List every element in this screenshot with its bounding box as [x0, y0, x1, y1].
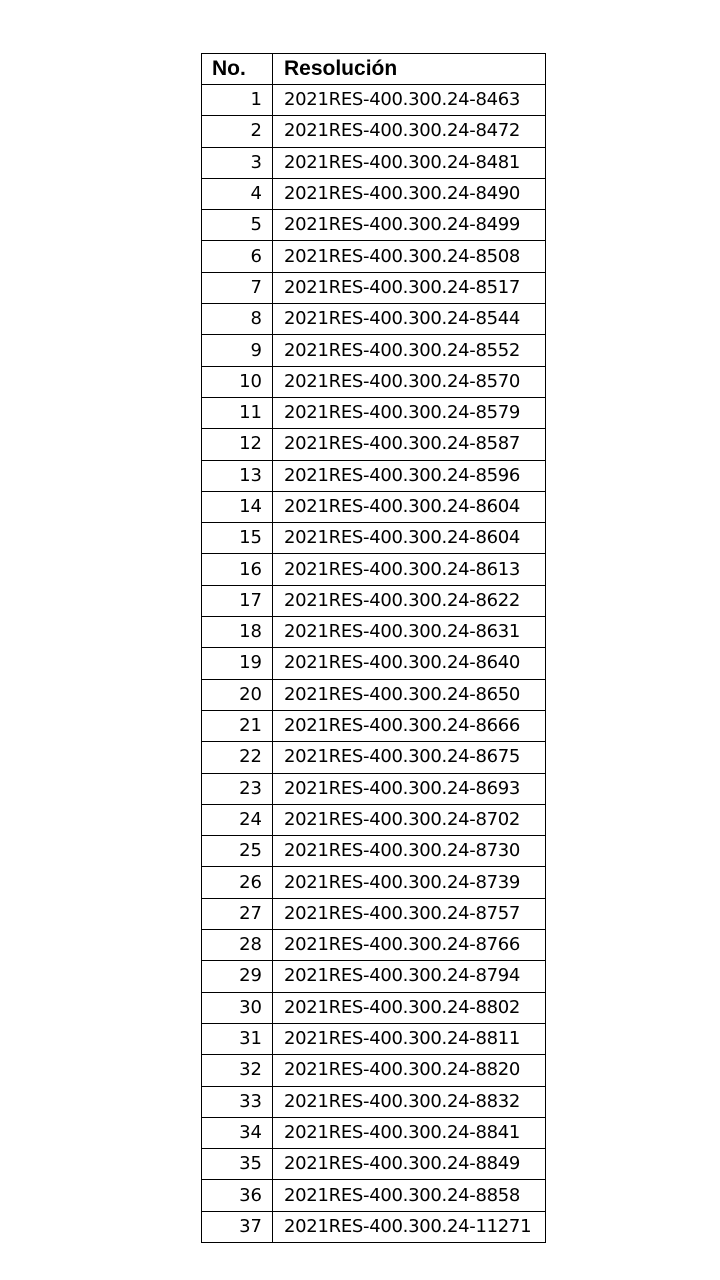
- row-resolution: 2021RES-400.300.24-8604: [273, 523, 546, 554]
- table-row: [202, 429, 546, 460]
- row-resolution: 2021RES-400.300.24-8472: [273, 116, 546, 147]
- table-row: [202, 523, 546, 554]
- row-resolution: 2021RES-400.300.24-8811: [273, 1023, 546, 1054]
- row-resolution: 2021RES-400.300.24-8820: [273, 1055, 546, 1086]
- row-number: 12: [202, 429, 273, 460]
- table-header: [202, 54, 546, 85]
- row-number: 5: [202, 210, 273, 241]
- row-resolution: 2021RES-400.300.24-8596: [273, 460, 546, 491]
- table-row: [202, 836, 546, 867]
- row-number: 31: [202, 1023, 273, 1054]
- table-row: [202, 679, 546, 710]
- row-number: 33: [202, 1086, 273, 1117]
- row-resolution: 2021RES-400.300.24-8622: [273, 585, 546, 616]
- row-resolution: 2021RES-400.300.24-8675: [273, 742, 546, 773]
- row-resolution: 2021RES-400.300.24-8730: [273, 836, 546, 867]
- row-number: 29: [202, 961, 273, 992]
- row-number: 25: [202, 836, 273, 867]
- row-resolution: 2021RES-400.300.24-8517: [273, 272, 546, 303]
- table-row: [202, 272, 546, 303]
- row-number: 16: [202, 554, 273, 585]
- table-row: [202, 1211, 546, 1242]
- table-row: [202, 898, 546, 929]
- table-row: [202, 1117, 546, 1148]
- table-row: [202, 554, 546, 585]
- row-number: 37: [202, 1211, 273, 1242]
- row-resolution: 2021RES-400.300.24-8544: [273, 304, 546, 335]
- row-number: 28: [202, 930, 273, 961]
- table-row: [202, 648, 546, 679]
- resolutions-table: [201, 53, 546, 1243]
- row-number: 3: [202, 147, 273, 178]
- row-number: 9: [202, 335, 273, 366]
- table-row: [202, 178, 546, 209]
- row-resolution: 2021RES-400.300.24-8832: [273, 1086, 546, 1117]
- row-resolution: 2021RES-400.300.24-8849: [273, 1149, 546, 1180]
- table-row: [202, 85, 546, 116]
- table-row: [202, 773, 546, 804]
- table-row: [202, 1023, 546, 1054]
- row-number: 32: [202, 1055, 273, 1086]
- row-resolution: 2021RES-400.300.24-8666: [273, 710, 546, 741]
- row-number: 14: [202, 491, 273, 522]
- table-row: [202, 366, 546, 397]
- row-number: 27: [202, 898, 273, 929]
- row-resolution: 2021RES-400.300.24-8702: [273, 804, 546, 835]
- table-row: [202, 116, 546, 147]
- table-row: [202, 1180, 546, 1211]
- table-row: [202, 710, 546, 741]
- row-resolution: 2021RES-400.300.24-8766: [273, 930, 546, 961]
- row-number: 17: [202, 585, 273, 616]
- row-resolution: 2021RES-400.300.24-8693: [273, 773, 546, 804]
- row-number: 23: [202, 773, 273, 804]
- row-number: 26: [202, 867, 273, 898]
- table-row: [202, 1055, 546, 1086]
- row-number: 21: [202, 710, 273, 741]
- table-row: [202, 1086, 546, 1117]
- row-resolution: 2021RES-400.300.24-8587: [273, 429, 546, 460]
- table-row: [202, 241, 546, 272]
- row-resolution: 2021RES-400.300.24-8552: [273, 335, 546, 366]
- row-number: 30: [202, 992, 273, 1023]
- table-row: [202, 460, 546, 491]
- row-number: 1: [202, 85, 273, 116]
- table-row: [202, 867, 546, 898]
- row-resolution: 2021RES-400.300.24-8579: [273, 397, 546, 428]
- row-number: 4: [202, 178, 273, 209]
- table-row: [202, 617, 546, 648]
- row-resolution: 2021RES-400.300.24-8794: [273, 961, 546, 992]
- header-number: No.: [202, 54, 273, 85]
- row-resolution: 2021RES-400.300.24-8631: [273, 617, 546, 648]
- row-resolution: 2021RES-400.300.24-8858: [273, 1180, 546, 1211]
- row-resolution: 2021RES-400.300.24-8604: [273, 491, 546, 522]
- row-resolution: 2021RES-400.300.24-8739: [273, 867, 546, 898]
- row-resolution: 2021RES-400.300.24-11271: [273, 1211, 546, 1242]
- row-resolution: 2021RES-400.300.24-8499: [273, 210, 546, 241]
- row-number: 24: [202, 804, 273, 835]
- row-resolution: 2021RES-400.300.24-8481: [273, 147, 546, 178]
- row-number: 34: [202, 1117, 273, 1148]
- row-resolution: 2021RES-400.300.24-8757: [273, 898, 546, 929]
- row-resolution: 2021RES-400.300.24-8490: [273, 178, 546, 209]
- row-resolution: 2021RES-400.300.24-8841: [273, 1117, 546, 1148]
- table-row: [202, 210, 546, 241]
- table-row: [202, 1149, 546, 1180]
- table-row: [202, 397, 546, 428]
- row-number: 35: [202, 1149, 273, 1180]
- row-resolution: 2021RES-400.300.24-8650: [273, 679, 546, 710]
- table-row: [202, 804, 546, 835]
- row-number: 11: [202, 397, 273, 428]
- table-row: [202, 930, 546, 961]
- row-number: 2: [202, 116, 273, 147]
- row-number: 18: [202, 617, 273, 648]
- table-row: [202, 585, 546, 616]
- row-number: 22: [202, 742, 273, 773]
- row-number: 36: [202, 1180, 273, 1211]
- row-resolution: 2021RES-400.300.24-8570: [273, 366, 546, 397]
- row-resolution: 2021RES-400.300.24-8463: [273, 85, 546, 116]
- row-number: 6: [202, 241, 273, 272]
- header-resolution: Resolución: [273, 54, 546, 85]
- row-number: 19: [202, 648, 273, 679]
- row-number: 20: [202, 679, 273, 710]
- row-resolution: 2021RES-400.300.24-8802: [273, 992, 546, 1023]
- row-number: 13: [202, 460, 273, 491]
- row-number: 15: [202, 523, 273, 554]
- row-resolution: 2021RES-400.300.24-8508: [273, 241, 546, 272]
- row-number: 10: [202, 366, 273, 397]
- table-row: [202, 335, 546, 366]
- table-row: [202, 491, 546, 522]
- table-row: [202, 992, 546, 1023]
- row-resolution: 2021RES-400.300.24-8613: [273, 554, 546, 585]
- table-row: [202, 304, 546, 335]
- header-row: [202, 54, 546, 85]
- table-row: [202, 147, 546, 178]
- table-row: [202, 961, 546, 992]
- table-row: [202, 742, 546, 773]
- row-resolution: 2021RES-400.300.24-8640: [273, 648, 546, 679]
- table-body: [202, 85, 546, 1243]
- row-number: 8: [202, 304, 273, 335]
- row-number: 7: [202, 272, 273, 303]
